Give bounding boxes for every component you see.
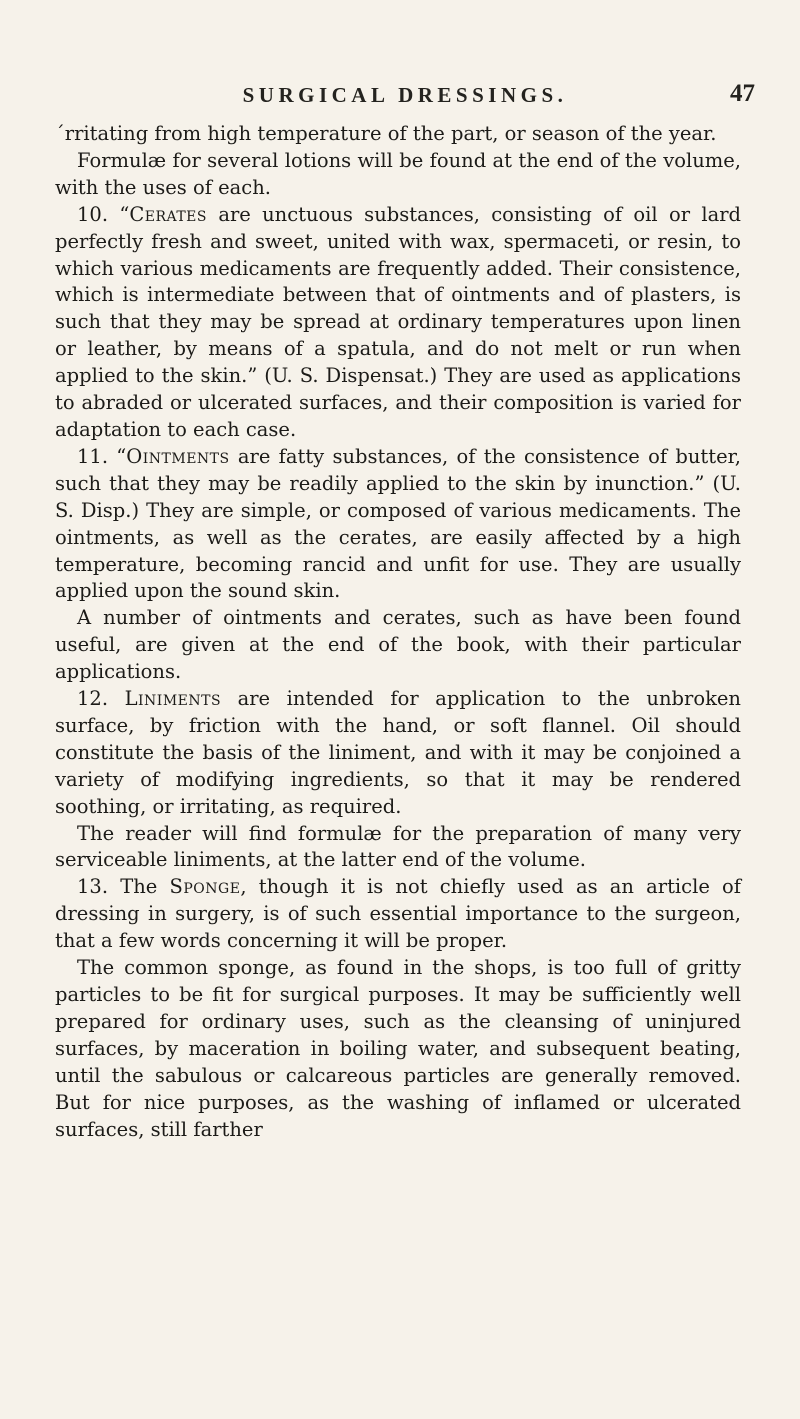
paragraph-liniments [55,686,741,821]
paragraph [55,955,741,1143]
paragraph-text: ´rritating from high temperature of the part, or season of the year. [55,122,717,145]
paragraph-text: are unctuous substances, consisting of oil or lard perfectly fresh and sweet, united with wax, spermaceti, or resin, to which various medicaments are frequently added. Their consistence, which is intermediate between that of ointments and of plasters, is such that they may be spread at ordinary temperatures upon linen or leather, by means of a spatula, and do not melt or run when applied to the skin.” (U. S. Dispensat.) They are used as applications to abraded or ulcerated surfaces, and their composition is varied for adaptation to each case. [55,202,741,441]
section-term: Cerates [129,202,207,226]
section-term: Sponge [169,875,241,899]
paragraph-text: A number of ointments and cerates, such as have been found useful, are given at the end of the book, with their particular applications. [55,606,741,684]
paragraph [55,148,741,202]
paragraph-text: The common sponge, as found in the shops, is too full of gritty particles to be fit for surgical purposes. It may be sufficiently well prepared for ordinary uses, such as the cleansing of uninjured surfaces, by maceration in boiling water, and subsequent beating, until the sabulous or calcareous particles are generally removed. But for nice purposes, as the washing of inflamed or ulcerated surfaces, still farther [55,956,741,1141]
section-number: 10. “ [77,202,130,226]
running-head-title: SURGICAL DRESSINGS. [242,83,568,107]
paragraph-sponge [55,874,741,955]
paragraph-text: Formulæ for several lotions will be found at the end of the volume, with the uses of each. [55,148,741,199]
paragraph-ointments [55,444,741,605]
section-term: Ointments [126,444,230,468]
section-number: 11. “ [77,444,127,468]
body-text [55,121,741,1143]
paragraph-text: The reader will find formulæ for the preparation of many very serviceable liniments, at the latter end of the volume. [55,821,741,872]
paragraph [55,121,741,148]
paragraph [55,821,741,875]
section-term: Liniments [124,687,222,711]
page-number: 47 [730,80,755,107]
section-number: 12. [77,687,125,711]
paragraph-text: are intended for application to the unbroken surface, by friction with the hand, or soft flannel. Oil should constitute the basis of the liniment, and with it may be conjoined a variety of modifying ingredients, so that it may be rendered soothing, or irritating, as required. [55,687,741,818]
paragraph-text: , though it is not chiefly used as an article of dressing in surgery, is of such essential importance to the surgeon, that a few words concerning it will be proper. [55,875,742,953]
running-head [55,80,755,113]
paragraph-cerates [55,202,741,444]
paragraph-text: are fatty substances, of the consistence of butter, such that they may be readily applied to the skin by inunction.” (U. S. Disp.) They are simple, or composed of various medicaments. The ointments, as well as the cerates, are easily affected by a high temperature, becoming rancid and unfit for use. They are usually applied upon the sound skin. [55,444,741,603]
section-number: 13. The [77,875,170,899]
paragraph [55,605,741,686]
